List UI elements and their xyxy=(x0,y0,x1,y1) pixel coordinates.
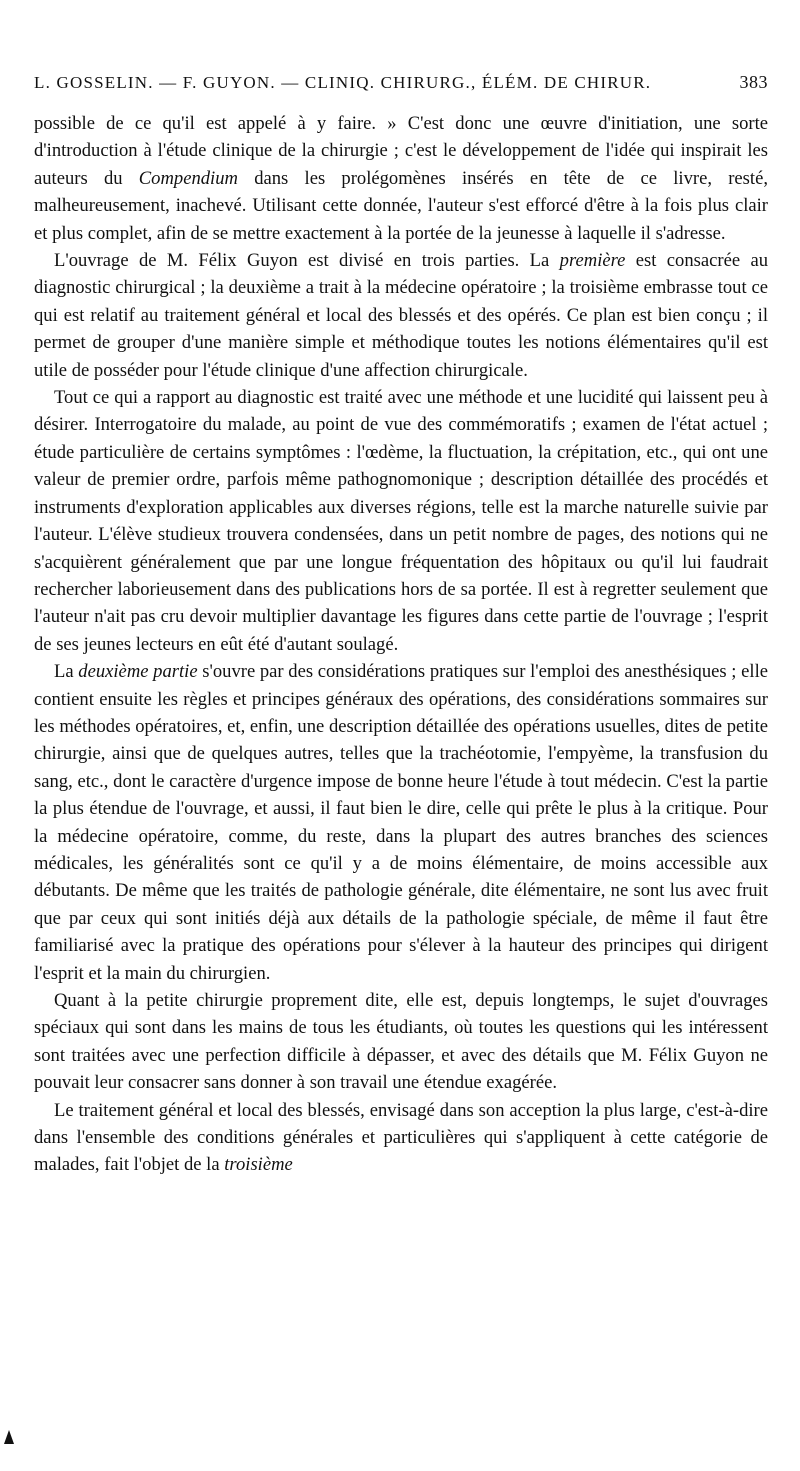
paragraph-6-italic: troisième xyxy=(224,1154,293,1176)
running-title: L. GOSSELIN. — F. GUYON. — CLINIQ. CHIRURG., ÉLÉM. DE CHIRUR. xyxy=(34,73,652,92)
paragraph-2-italic: première xyxy=(559,250,626,272)
paragraph-6-text: Le traitement général et local des blessés, envisagé dans son acception la plus large, c'est-à-dire dans l'ensemble des conditions générales et particulières qui s'appliquent à cette catégorie de malades, fait l'objet de la xyxy=(34,1099,768,1176)
running-header xyxy=(34,72,768,93)
paragraph-4-italic: deuxième partie xyxy=(78,661,198,683)
paragraph-1-text: possible de ce qu'il est appelé à y faire. » C'est donc une œuvre d'initiation, une sorte d'introduction à l'étude clinique de la chirurgie ; c'est le développement de l'idée qui inspirait les auteurs du xyxy=(34,113,768,189)
paragraph-3-text: Tout ce qui a rapport au diagnostic est traité avec une méthode et une lucidité qui laissent peu à désirer. Interrogatoire du malade, au point de vue des commémoratifs ; examen de l'état actuel ; étude particulière de certains symptômes : l'œdème, la fluctuation, la crépitation, etc., qui ont une valeur de premier ordre, parfois même pathognomonique ; description détaillée des procédés et instruments d'exploration applicables aux diverses régions, telle est la marche naturelle suivie par l'auteur. L'élève studieux trouvera condensées, dans un petit nombre de pages, des notions qui ne s'acquièrent généralement que par une longue fréquentation des hôpitaux ou qu'il lui faudrait rechercher laborieusement dans des publications hors de sa portée. Il est à regretter seulement que l'auteur n'ait pas cru devoir multiplier davantage les figures dans cette partie de l'ouvrage ; l'esprit de ses jeunes lecteurs en eût été d'autant soulagé. xyxy=(34,387,768,655)
paragraph-1 xyxy=(34,110,768,247)
paragraph-4-text-after: s'ouvre par des considérations pratiques sur l'emploi des anesthésiques ; elle contient ensuite les règles et principes généraux des opérations, des considérations sommaires sur les méthodes opératoires, et, enfin, une description détaillée des opérations usuelles, dites de petite chirurgie, ainsi que de quelques autres, telles que la trachéotomie, l'empyème, la transfusion du sang, etc., dont le caractère d'urgence impose de bonne heure l'étude à tout médecin. C'est la partie la plus étendue de l'ouvrage, et aussi, il faut bien le dire, celle qui prête le plus à la critique. Pour la médecine opératoire, comme, du reste, dans la plupart des autres branches des sciences médicales, les généralités sont ce qu'il y a de moins élémentaire, de moins accessible aux débutants. De même que les traités de pathologie générale, dite élémentaire, ne sont lus avec fruit que par ceux qui sont initiés déjà aux détails de la pathologie spéciale, de même il faut être familiarisé avec la pratique des opérations pour s'élever à la hauteur des principes qui dirigent l'esprit et la main du chirurgien. xyxy=(34,661,768,984)
paragraph-1-text-after: dans les prolégomènes insérés en tête de ce livre, resté, malheureusement, inachevé. Utilisant cette donnée, l'auteur s'est efforcé d'être à la fois plus clair et plus complet, afin de se mettre exactement à la portée de la jeunesse à laquelle il s'adresse. xyxy=(34,167,768,244)
paragraph-4-text: La xyxy=(54,661,79,683)
article-body xyxy=(34,110,768,1179)
paragraph-5-text: Quant à la petite chirurgie proprement dite, elle est, depuis longtemps, le sujet d'ouvrages spéciaux qui sont dans les mains de tous les étudiants, où toutes les questions qui les intéressent sont traitées avec une perfection difficile à dépasser, et avec des détails que M. Félix Guyon ne pouvait leur consacrer sans donner à son travail une étendue exagérée. xyxy=(34,990,768,1094)
paragraph-2-text: L'ouvrage de M. Félix Guyon est divisé en trois parties. La xyxy=(54,250,560,272)
paragraph-5 xyxy=(34,987,768,1097)
paragraph-6 xyxy=(34,1097,768,1179)
paragraph-2-text-after: est consacrée au diagnostic chirurgical ; la deuxième a trait à la médecine opératoire ; la troisième embrasse tout ce qui est relatif au traitement général et local des blessés et des opérés. Ce plan est bien conçu ; il permet de grouper d'une manière simple et méthodique toutes les notions élémentaires qu'il est utile de posséder pour l'étude clinique d'une affection chirurgicale. xyxy=(34,250,769,381)
margin-arrow-icon xyxy=(4,1430,14,1444)
paragraph-1-italic: Compendium xyxy=(138,167,238,189)
paragraph-4 xyxy=(34,658,768,987)
paragraph-2 xyxy=(34,247,768,384)
page-number: 383 xyxy=(739,72,768,92)
paragraph-3 xyxy=(34,384,768,658)
